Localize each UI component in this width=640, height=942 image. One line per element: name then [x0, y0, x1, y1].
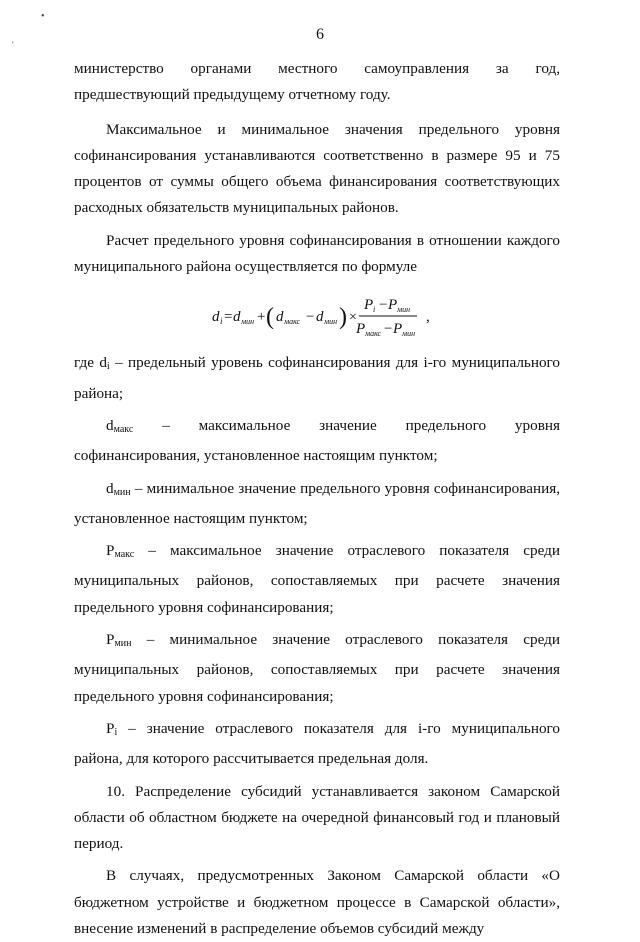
def-pmax — [74, 538, 560, 621]
def-dmin-sub: мин — [113, 486, 131, 498]
formula-plus: + — [257, 309, 266, 326]
scan-mark: • — [41, 11, 45, 22]
paragraph-continuation-line1: министерство органами местного самоуправления за год, — [74, 60, 560, 77]
formula-lhs: d — [212, 309, 220, 326]
def-pmin-sub: мин — [114, 638, 132, 650]
formula-minus: − — [306, 309, 315, 326]
def-dmax-text: – максимальное значение предельного уровня софинансирования, установленное настоящим пунктом; — [74, 416, 560, 465]
def-di-symbol: где d — [74, 354, 107, 372]
paragraph-formula-intro: Расчет предельного уровня софинансирования в отношении каждого муниципального района осуществляется по формуле — [74, 231, 560, 276]
def-pmin — [74, 627, 560, 710]
formula-lparen: ( — [266, 304, 274, 331]
formula-dmax: d — [276, 309, 284, 326]
formula-den-pmin: P — [393, 321, 403, 338]
def-pi — [74, 716, 560, 773]
paragraph-10: 10. Распределение субсидий устанавливается законом Самарской области об областном бюджете на очередной финансовый год и плановый период. — [74, 782, 560, 853]
def-pi-symbol: P — [106, 719, 115, 737]
def-pmin-text: – минимальное значение отраслевого показателя среди муниципальных районов, сопоставляемых при расчете значения предельного уровня софинансирования; — [74, 631, 560, 705]
def-pmax-text: – максимальное значение отраслевого показателя среди муниципальных районов, сопоставляемых при расчете значения предельного уровня софинансирования; — [74, 542, 560, 616]
page-number: 6 — [316, 26, 324, 43]
document-body — [74, 56, 560, 942]
paragraph-amendments: В случаях, предусмотренных Законом Самарской области «О бюджетном устройстве и бюджетном процессе в Самарской области», внесение изменений в распределение объемов субсидий между — [74, 867, 560, 938]
paragraph-limits: Максимальное и минимальное значения предельного уровня софинансирования устанавливаются соответственно в размере 95 и 75 процентов от суммы общего объема финансирования соответствующих расходных обязательств муниципальных районов. — [74, 120, 560, 217]
formula-svg — [74, 280, 560, 350]
formula-den-pmax-sub: макс — [365, 329, 382, 339]
def-pi-sub: i — [114, 726, 118, 738]
def-dmin — [74, 476, 560, 533]
formula-dmin: d — [233, 309, 241, 326]
formula-num-minus: − — [379, 297, 388, 314]
def-pi-text: – значение отраслевого показателя для i-го муниципального района, для которого рассчитывается предельная доля. — [74, 719, 560, 768]
formula-den-pmax: P — [356, 321, 366, 338]
def-di-sub: i — [106, 361, 110, 373]
def-dmin-text: – минимальное значение предельного уровня софинансирования, установленное настоящим пунктом; — [74, 479, 560, 527]
def-di-text: – предельный уровень софинансирования для i-го муниципального района; — [74, 354, 560, 402]
formula-dmax-sub: макс — [284, 317, 301, 327]
formula-dmin2-sub: мин — [324, 317, 338, 327]
formula-den-pmin-sub: мин — [402, 329, 416, 339]
def-pmin-symbol: P — [106, 631, 115, 649]
formula-dmin2: d — [316, 309, 324, 326]
def-dmax-symbol: d — [106, 416, 114, 434]
formula-rparen: ) — [339, 304, 347, 331]
def-di — [74, 350, 560, 407]
formula-lhs-sub: i — [220, 316, 223, 327]
def-pmax-sub: макс — [114, 549, 135, 561]
formula-num-pmin: P — [388, 297, 398, 314]
def-pmax-symbol: P — [106, 542, 115, 560]
formula-eq: = — [224, 309, 233, 326]
formula-comma: , — [426, 309, 430, 326]
def-dmax-sub: макс — [113, 423, 134, 435]
formula-num-pi-sub: i — [373, 305, 376, 315]
formula-den-minus: − — [384, 321, 393, 338]
formula-num-pi: P — [364, 297, 374, 314]
def-dmax — [74, 413, 560, 470]
def-dmin-symbol: d — [106, 479, 114, 497]
paragraph-continuation-line2: предшествующий предыдущему отчетному году. — [74, 86, 391, 104]
formula-times: × — [349, 310, 357, 326]
formula-dmin-sub: мин — [241, 317, 255, 327]
formula-num-pmin-sub: мин — [397, 305, 411, 315]
formula — [74, 280, 560, 350]
scan-mark-side: ' — [12, 40, 14, 50]
